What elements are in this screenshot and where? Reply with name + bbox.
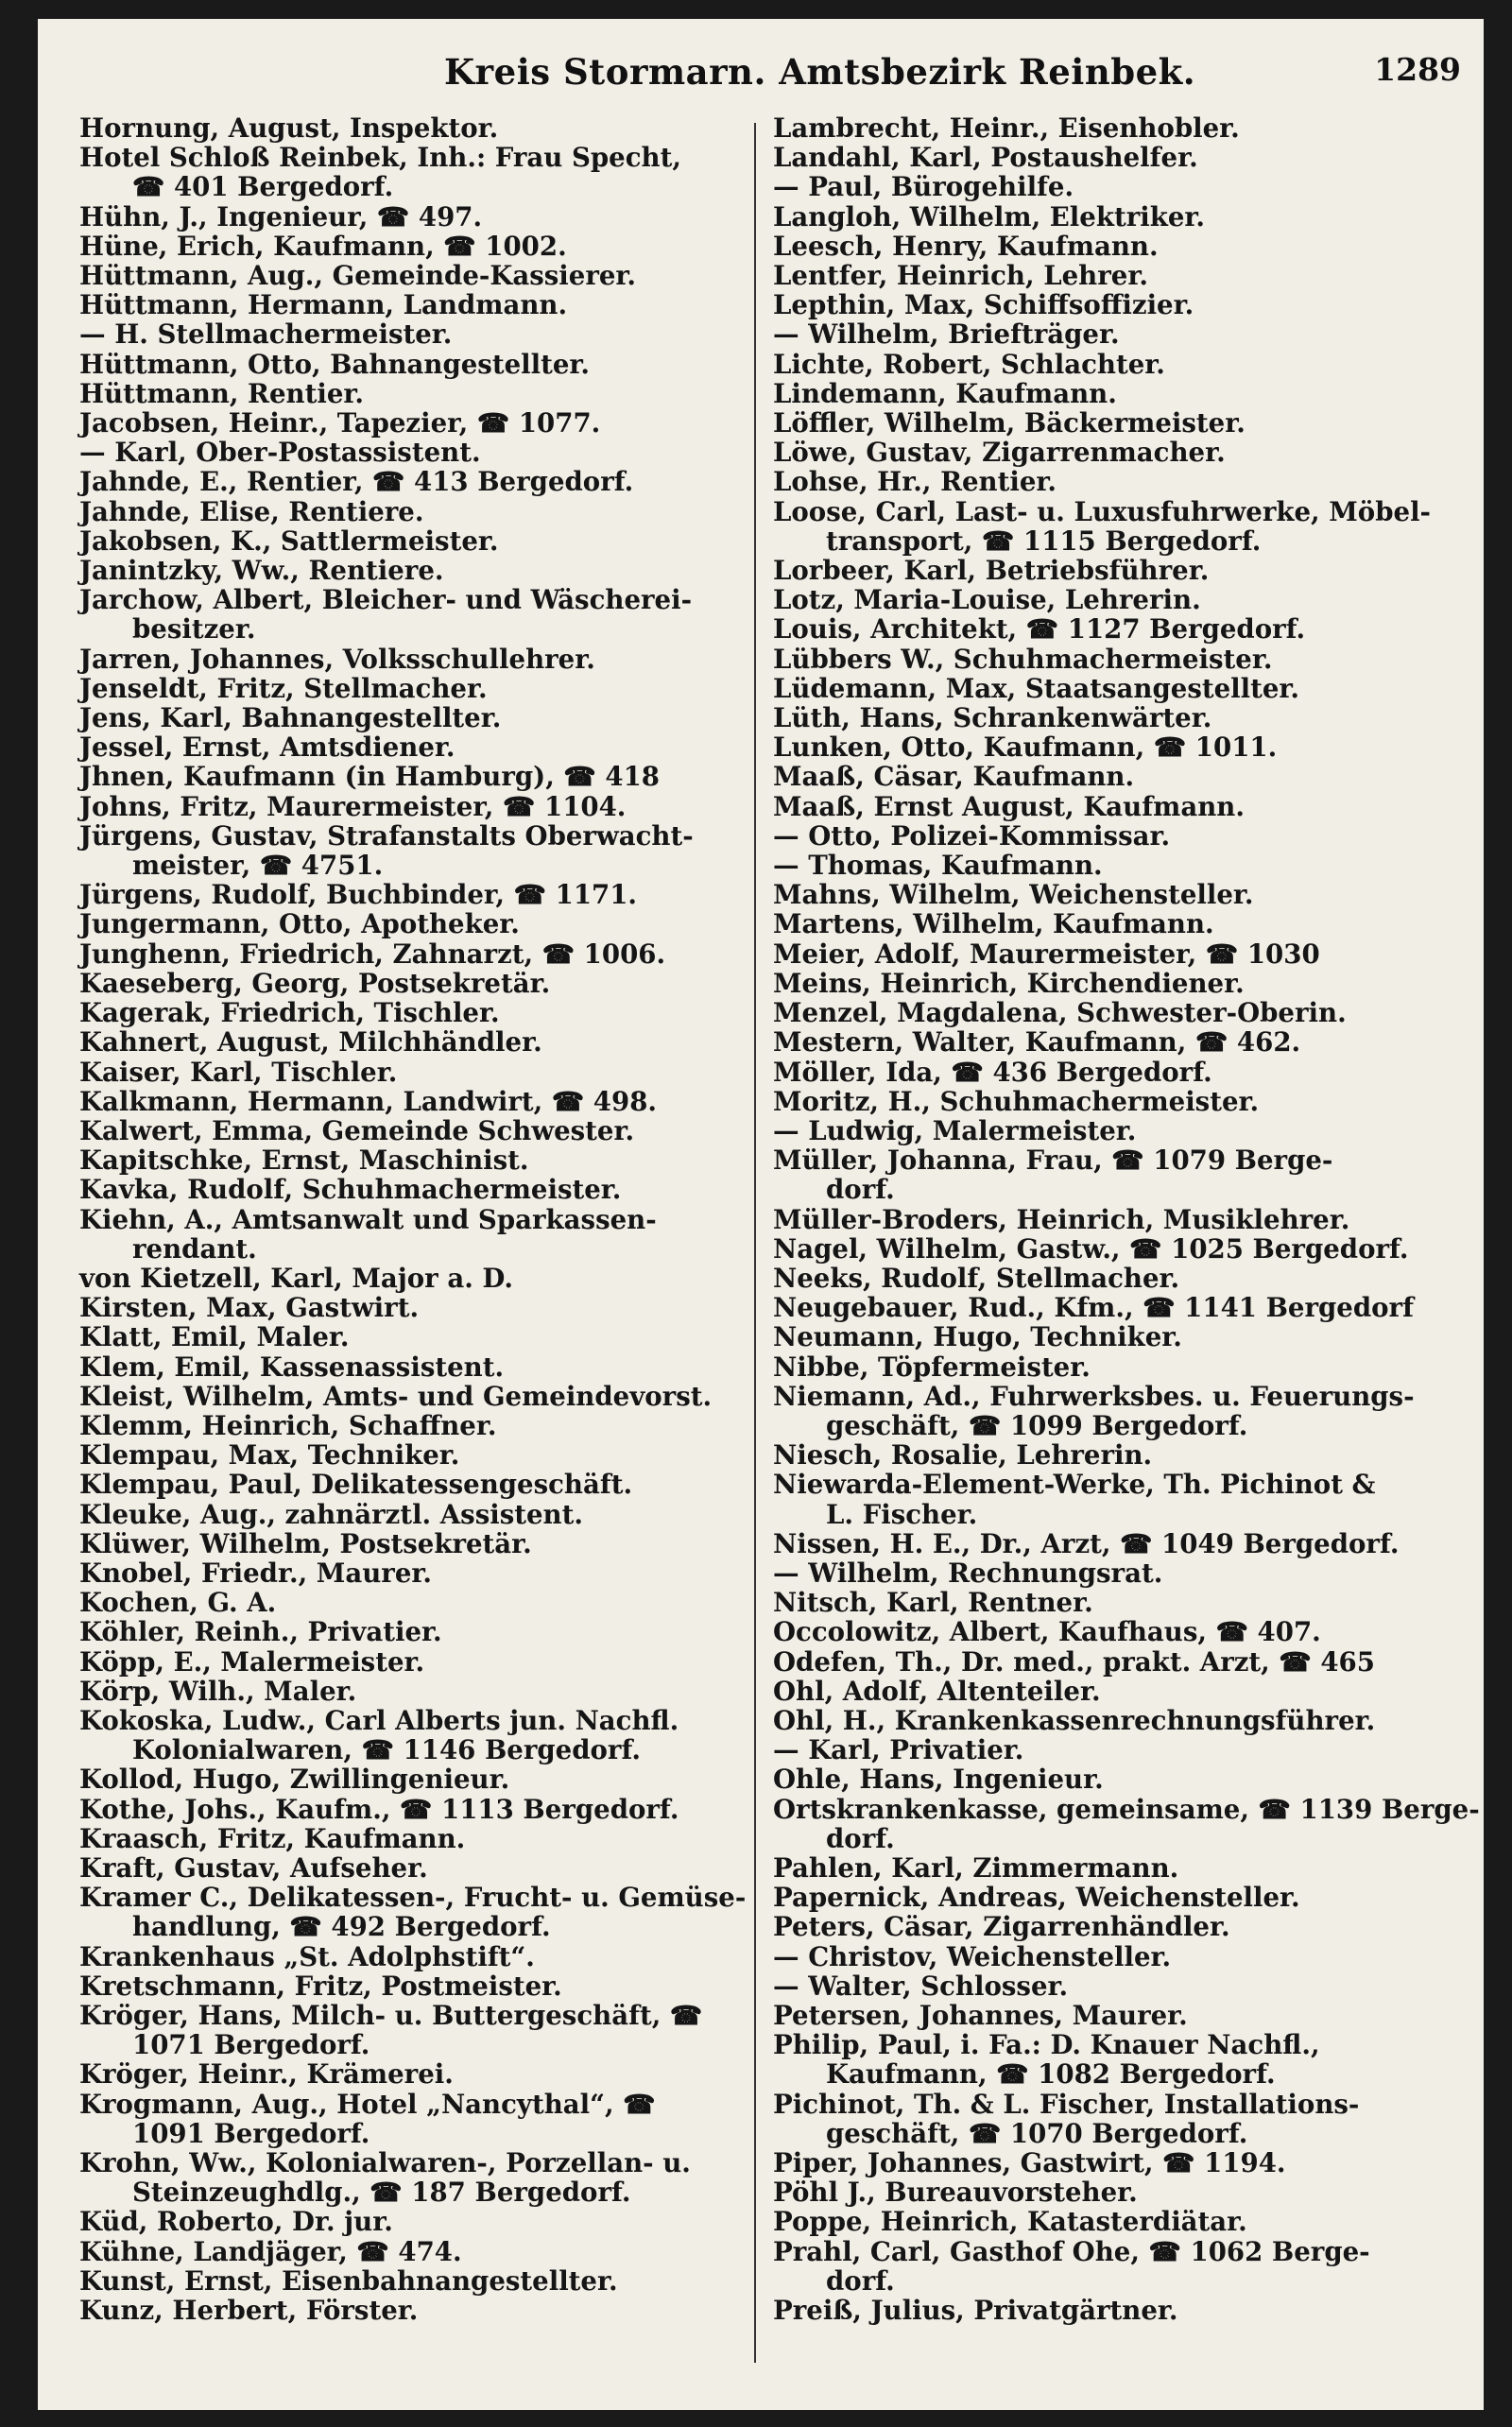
entry-line: Petersen, Johannes, Maurer. bbox=[773, 2000, 1188, 2031]
entry-line: Pöhl J., Bureauvorsteher. bbox=[773, 2177, 1138, 2209]
directory-entry bbox=[79, 909, 760, 938]
directory-entry bbox=[773, 762, 1453, 791]
entry-continuation-line: meister, ☎ 4751. bbox=[132, 850, 384, 882]
entry-line: Meins, Heinrich, Kirchendiener. bbox=[773, 967, 1245, 999]
entry-line: Meier, Adolf, Maurermeister, ☎ 1030 bbox=[773, 938, 1320, 970]
entry-continuation-line: L. Fischer. bbox=[826, 1498, 978, 1530]
entry-line: Kothe, Johs., Kaufm., ☎ 1113 Bergedorf. bbox=[79, 1793, 679, 1825]
directory-entry bbox=[79, 2090, 760, 2148]
entry-line: Jacobsen, Heinr., Tapezier, ☎ 1077. bbox=[79, 407, 601, 439]
entry-line: Jahnde, E., Rentier, ☎ 413 Bergedorf. bbox=[79, 466, 634, 498]
directory-entry bbox=[773, 732, 1453, 762]
directory-entry bbox=[773, 1883, 1453, 1912]
entry-line: Köhler, Reinh., Privatier. bbox=[79, 1616, 442, 1648]
directory-entry bbox=[79, 202, 760, 232]
directory-entry bbox=[79, 350, 760, 379]
directory-entry bbox=[773, 350, 1453, 379]
directory-entry bbox=[773, 1264, 1453, 1293]
entry-line: Kröger, Heinr., Krämerei. bbox=[79, 2058, 454, 2091]
entry-line: Nagel, Wilhelm, Gastw., ☎ 1025 Bergedorf. bbox=[773, 1232, 1409, 1265]
entry-line: Knobel, Friedr., Maurer. bbox=[79, 1557, 432, 1589]
entry-line: Kleuke, Aug., zahnärztl. Assistent. bbox=[79, 1498, 583, 1530]
directory-entry bbox=[773, 1027, 1453, 1057]
entry-line: Kleist, Wilhelm, Amts- und Gemeindevorst. bbox=[79, 1380, 713, 1412]
entry-line: Neumann, Hugo, Techniker. bbox=[773, 1321, 1182, 1353]
directory-entry bbox=[773, 1470, 1453, 1528]
directory-entry bbox=[773, 1706, 1453, 1735]
page-header bbox=[38, 51, 1484, 104]
entry-line: Hüttmann, Otto, Bahnangestellter. bbox=[79, 348, 591, 380]
directory-entry bbox=[79, 1706, 760, 1764]
entry-line: Kavka, Rudolf, Schuhmachermeister. bbox=[79, 1174, 622, 1206]
entry-continuation-line: 1071 Bergedorf. bbox=[132, 2029, 370, 2061]
directory-entry bbox=[79, 821, 760, 880]
entry-line: Niesch, Rosalie, Lehrerin. bbox=[773, 1439, 1153, 1472]
directory-entry bbox=[79, 2207, 760, 2236]
entry-line: Klatt, Emil, Maler. bbox=[79, 1321, 350, 1353]
entry-line: Jhnen, Kaufmann (in Hamburg), ☎ 418 bbox=[79, 761, 661, 793]
directory-entry bbox=[773, 1116, 1453, 1145]
directory-entry bbox=[773, 821, 1453, 851]
directory-entry bbox=[79, 1145, 760, 1175]
entry-continuation-line: Kaufmann, ☎ 1082 Bergedorf. bbox=[826, 2058, 1276, 2091]
entry-line: Maaß, Cäsar, Kaufmann. bbox=[773, 761, 1135, 793]
directory-entry bbox=[79, 939, 760, 969]
entry-line: — Wilhelm, Rechnungsrat. bbox=[773, 1557, 1163, 1589]
entry-line: Niemann, Ad., Fuhrwerksbes. u. Feuerungs- bbox=[773, 1380, 1415, 1412]
entry-line: Ohl, Adolf, Altenteiler. bbox=[773, 1675, 1101, 1707]
directory-entry bbox=[773, 232, 1453, 261]
entry-line: — Karl, Privatier. bbox=[773, 1734, 1024, 1766]
directory-entry bbox=[79, 703, 760, 732]
directory-entry bbox=[773, 172, 1453, 201]
entry-continuation-line: besitzer. bbox=[132, 613, 256, 645]
directory-entry bbox=[773, 969, 1453, 998]
directory-page bbox=[38, 19, 1484, 2410]
entry-line: Küd, Roberto, Dr. jur. bbox=[79, 2206, 393, 2238]
directory-entry bbox=[773, 1677, 1453, 1706]
directory-entry bbox=[79, 1382, 760, 1411]
entry-line: Ohle, Hans, Ingenieur. bbox=[773, 1764, 1104, 1796]
directory-entry bbox=[79, 379, 760, 408]
entry-line: Kahnert, August, Milchhändler. bbox=[79, 1026, 542, 1059]
entry-line: Jens, Karl, Bahnangestellter. bbox=[79, 702, 502, 734]
directory-entry bbox=[773, 1942, 1453, 1971]
directory-entry bbox=[79, 2059, 760, 2089]
entry-line: Lotz, Maria-Louise, Lehrerin. bbox=[773, 584, 1201, 616]
entry-line: Müller-Broders, Heinrich, Musiklehrer. bbox=[773, 1203, 1350, 1235]
entry-line: — Paul, Bürogehilfe. bbox=[773, 171, 1074, 203]
entry-continuation-line: geschäft, ☎ 1099 Bergedorf. bbox=[826, 1409, 1248, 1441]
entry-line: Köpp, E., Malermeister. bbox=[79, 1645, 425, 1678]
entry-line: Löwe, Gustav, Zigarrenmacher. bbox=[773, 437, 1226, 469]
entry-line: Hüne, Erich, Kaufmann, ☎ 1002. bbox=[79, 230, 567, 262]
entry-line: Johns, Fritz, Maurermeister, ☎ 1104. bbox=[79, 790, 627, 822]
entry-line: Kokoska, Ludw., Carl Alberts jun. Nachfl. bbox=[79, 1704, 679, 1736]
directory-entry bbox=[773, 939, 1453, 969]
entry-line: Klemm, Heinrich, Schaffner. bbox=[79, 1409, 497, 1441]
entry-continuation-line: handlung, ☎ 492 Bergedorf. bbox=[132, 1911, 551, 1943]
entry-line: Klempau, Max, Techniker. bbox=[79, 1439, 460, 1472]
directory-entry bbox=[79, 1440, 760, 1470]
directory-entry bbox=[79, 526, 760, 556]
directory-entry bbox=[79, 1647, 760, 1677]
entry-line: Philip, Paul, i. Fa.: D. Knauer Nachfl., bbox=[773, 2029, 1320, 2061]
right-column bbox=[773, 112, 1480, 2327]
directory-entry bbox=[79, 792, 760, 821]
entry-line: Lepthin, Max, Schiffsoffizier. bbox=[773, 289, 1194, 321]
page-number: 1289 bbox=[1374, 51, 1461, 88]
directory-entry bbox=[773, 880, 1453, 909]
entry-line: Jürgens, Rudolf, Buchbinder, ☎ 1171. bbox=[79, 879, 638, 911]
directory-entry bbox=[773, 2090, 1453, 2148]
directory-entry bbox=[773, 1352, 1453, 1382]
directory-entry bbox=[773, 1234, 1453, 1264]
directory-entry bbox=[79, 2266, 760, 2296]
directory-entry bbox=[773, 143, 1453, 172]
entry-line: Jarren, Johannes, Volksschullehrer. bbox=[79, 643, 595, 675]
directory-entry bbox=[773, 261, 1453, 290]
directory-entry bbox=[79, 585, 760, 644]
entry-continuation-line: rendant. bbox=[132, 1232, 257, 1265]
directory-entry bbox=[79, 1764, 760, 1794]
entry-line: Lichte, Robert, Schlachter. bbox=[773, 348, 1165, 380]
entry-line: Kirsten, Max, Gastwirt. bbox=[79, 1292, 420, 1324]
entry-line: Lohse, Hr., Rentier. bbox=[773, 466, 1057, 498]
directory-entry bbox=[773, 497, 1453, 556]
directory-entry bbox=[79, 674, 760, 703]
entry-line: Klüwer, Wilhelm, Postsekretär. bbox=[79, 1527, 532, 1559]
directory-entry bbox=[79, 319, 760, 349]
entry-line: Kaeseberg, Georg, Postsekretär. bbox=[79, 967, 551, 999]
entry-line: Ortskrankenkasse, gemeinsame, ☎ 1139 Berge- bbox=[773, 1793, 1480, 1825]
entry-line: Klem, Emil, Kassenassistent. bbox=[79, 1351, 505, 1383]
directory-entry bbox=[773, 909, 1453, 938]
directory-entry bbox=[773, 556, 1453, 585]
entry-line: Jahnde, Elise, Rentiere. bbox=[79, 495, 424, 527]
entry-line: Hotel Schloß Reinbek, Inh.: Frau Specht, bbox=[79, 142, 681, 174]
directory-entry bbox=[79, 1971, 760, 2001]
directory-entry bbox=[773, 1087, 1453, 1116]
directory-entry bbox=[773, 467, 1453, 496]
entry-continuation-line: Kolonialwaren, ☎ 1146 Bergedorf. bbox=[132, 1734, 641, 1766]
directory-entry bbox=[79, 556, 760, 585]
entry-line: Müller, Johanna, Frau, ☎ 1079 Berge- bbox=[773, 1145, 1333, 1177]
entry-line: — Wilhelm, Briefträger. bbox=[773, 318, 1120, 351]
directory-entry bbox=[773, 1912, 1453, 1941]
entry-line: Neugebauer, Rud., Kfm., ☎ 1141 Bergedorf bbox=[773, 1292, 1414, 1324]
directory-entry bbox=[773, 792, 1453, 821]
directory-entry bbox=[773, 1588, 1453, 1617]
entry-continuation-line: ☎ 401 Bergedorf. bbox=[132, 171, 394, 203]
running-head: Kreis Stormarn. Amtsbezirk Reinbek. bbox=[444, 51, 1196, 93]
directory-entry bbox=[773, 113, 1453, 143]
entry-continuation-line: geschäft, ☎ 1070 Bergedorf. bbox=[826, 2117, 1248, 2149]
directory-entry bbox=[79, 1795, 760, 1824]
directory-entry bbox=[773, 438, 1453, 467]
directory-entry bbox=[79, 1883, 760, 1941]
directory-entry bbox=[79, 880, 760, 909]
directory-entry bbox=[79, 2237, 760, 2266]
directory-entry bbox=[79, 762, 760, 791]
entry-line: Kraasch, Fritz, Kaufmann. bbox=[79, 1822, 466, 1854]
directory-entry bbox=[773, 1440, 1453, 1470]
entry-line: Kretschmann, Fritz, Postmeister. bbox=[79, 1970, 562, 2002]
directory-entry bbox=[79, 2296, 760, 2325]
entry-line: Pichinot, Th. & L. Fischer, Installations- bbox=[773, 2088, 1360, 2120]
entry-line: Landahl, Karl, Postaushelfer. bbox=[773, 142, 1198, 174]
entry-line: Lunken, Otto, Kaufmann, ☎ 1011. bbox=[773, 732, 1278, 764]
entry-line: Kollod, Hugo, Zwillingenieur. bbox=[79, 1764, 510, 1796]
entry-line: Kramer C., Delikatessen-, Frucht- u. Gemüse- bbox=[79, 1882, 747, 1914]
entry-line: Jessel, Ernst, Amtsdiener. bbox=[79, 732, 455, 764]
entry-line: Hüttmann, Rentier. bbox=[79, 377, 364, 409]
directory-entry bbox=[773, 1971, 1453, 2001]
directory-entry bbox=[773, 319, 1453, 349]
entry-line: Maaß, Ernst August, Kaufmann. bbox=[773, 790, 1245, 822]
directory-entry bbox=[773, 1735, 1453, 1764]
entry-line: Piper, Johannes, Gastwirt, ☎ 1194. bbox=[773, 2147, 1286, 2179]
entry-line: Kapitschke, Ernst, Maschinist. bbox=[79, 1145, 529, 1177]
entry-line: Hornung, August, Inspektor. bbox=[79, 112, 499, 144]
directory-entry bbox=[79, 1529, 760, 1558]
entry-line: — Christov, Weichensteller. bbox=[773, 1940, 1172, 1972]
directory-entry bbox=[79, 969, 760, 998]
entry-line: Niewarda-Element-Werke, Th. Pichinot & bbox=[773, 1469, 1376, 1501]
entry-line: Occolowitz, Albert, Kaufhaus, ☎ 407. bbox=[773, 1616, 1321, 1648]
directory-entry bbox=[79, 1205, 760, 1264]
entry-line: Jenseldt, Fritz, Stellmacher. bbox=[79, 672, 488, 704]
entry-line: Kunz, Herbert, Förster. bbox=[79, 2295, 419, 2327]
directory-entry bbox=[79, 2148, 760, 2207]
directory-entry bbox=[773, 1647, 1453, 1677]
entry-line: Kraft, Gustav, Aufseher. bbox=[79, 1851, 428, 1884]
directory-entry bbox=[773, 1058, 1453, 1087]
directory-entry bbox=[79, 645, 760, 674]
directory-entry bbox=[773, 1205, 1453, 1234]
entry-line: Nibbe, Töpfermeister. bbox=[773, 1351, 1091, 1383]
entry-line: Körp, Wilh., Maler. bbox=[79, 1675, 357, 1707]
directory-entry bbox=[773, 1322, 1453, 1351]
entry-line: Langloh, Wilhelm, Elektriker. bbox=[773, 200, 1206, 232]
entry-line: Lentfer, Heinrich, Lehrer. bbox=[773, 260, 1148, 292]
directory-entry bbox=[773, 674, 1453, 703]
entry-line: Nissen, H. E., Dr., Arzt, ☎ 1049 Bergedorf. bbox=[773, 1527, 1400, 1559]
directory-entry bbox=[773, 2296, 1453, 2325]
directory-entry bbox=[79, 497, 760, 526]
entry-line: Ohl, H., Krankenkassenrechnungsführer. bbox=[773, 1704, 1376, 1736]
directory-entry bbox=[773, 2001, 1453, 2030]
entry-line: Loose, Carl, Last- u. Luxusfuhrwerke, Möbel- bbox=[773, 495, 1432, 527]
entry-line: Hühn, J., Ingenieur, ☎ 497. bbox=[79, 200, 483, 232]
directory-entry bbox=[773, 703, 1453, 732]
directory-entry bbox=[773, 202, 1453, 232]
directory-entry bbox=[79, 1411, 760, 1440]
directory-entry bbox=[79, 1470, 760, 1499]
entry-continuation-line: dorf. bbox=[826, 1822, 895, 1854]
entry-line: von Kietzell, Karl, Major a. D. bbox=[79, 1262, 513, 1294]
directory-entry bbox=[773, 2207, 1453, 2236]
entry-continuation-line: dorf. bbox=[826, 1174, 895, 1206]
entry-line: Hüttmann, Aug., Gemeinde-Kassierer. bbox=[79, 260, 637, 292]
directory-entry bbox=[79, 1116, 760, 1145]
directory-entry bbox=[79, 1293, 760, 1322]
directory-entry bbox=[79, 2001, 760, 2059]
directory-entry bbox=[773, 614, 1453, 644]
entry-line: Louis, Architekt, ☎ 1127 Bergedorf. bbox=[773, 613, 1306, 645]
entry-line: — Otto, Polizei-Kommissar. bbox=[773, 819, 1171, 852]
entry-line: Kalkmann, Hermann, Landwirt, ☎ 498. bbox=[79, 1085, 658, 1117]
directory-entry bbox=[79, 261, 760, 290]
directory-entry bbox=[773, 1382, 1453, 1440]
directory-entry bbox=[773, 2177, 1453, 2207]
entry-line: — Karl, Ober-Postassistent. bbox=[79, 437, 481, 469]
directory-entry bbox=[79, 408, 760, 438]
directory-entry bbox=[79, 1677, 760, 1706]
entry-line: Kalwert, Emma, Gemeinde Schwester. bbox=[79, 1114, 635, 1146]
entry-line: Lüth, Hans, Schrankenwärter. bbox=[773, 702, 1212, 734]
entry-line: Lambrecht, Heinr., Eisenhobler. bbox=[773, 112, 1240, 144]
entry-line: — H. Stellmachermeister. bbox=[79, 318, 453, 351]
directory-entry bbox=[79, 1942, 760, 1971]
directory-entry bbox=[79, 143, 760, 201]
directory-entry bbox=[79, 1027, 760, 1057]
entry-line: Mahns, Wilhelm, Weichensteller. bbox=[773, 879, 1254, 911]
entry-line: Krankenhaus „St. Adolphstift“. bbox=[79, 1940, 535, 1972]
entry-line: Kagerak, Friedrich, Tischler. bbox=[79, 997, 500, 1029]
directory-entry bbox=[79, 1558, 760, 1588]
directory-entry bbox=[773, 1617, 1453, 1646]
entry-line: Lindemann, Kaufmann. bbox=[773, 377, 1117, 409]
entry-line: Lorbeer, Karl, Betriebsführer. bbox=[773, 555, 1210, 587]
entry-line: Lübbers W., Schuhmachermeister. bbox=[773, 643, 1273, 675]
entry-line: — Walter, Schlosser. bbox=[773, 1970, 1069, 2002]
entry-line: Menzel, Magdalena, Schwester-Oberin. bbox=[773, 997, 1347, 1029]
entry-line: Hüttmann, Hermann, Landmann. bbox=[79, 289, 568, 321]
entry-line: Prahl, Carl, Gasthof Ohe, ☎ 1062 Berge- bbox=[773, 2235, 1370, 2267]
directory-entry bbox=[79, 732, 760, 762]
directory-entry bbox=[773, 1558, 1453, 1588]
entry-continuation-line: dorf. bbox=[826, 2264, 895, 2297]
directory-entry bbox=[773, 290, 1453, 319]
entry-continuation-line: transport, ☎ 1115 Bergedorf. bbox=[826, 525, 1262, 557]
entry-line: Klempau, Paul, Delikatessengeschäft. bbox=[79, 1469, 633, 1501]
entry-line: Jungermann, Otto, Apotheker. bbox=[79, 908, 520, 940]
directory-entry bbox=[773, 2237, 1453, 2296]
entry-line: Jürgens, Gustav, Strafanstalts Oberwacht- bbox=[79, 819, 694, 852]
directory-entry bbox=[79, 1352, 760, 1382]
directory-entry bbox=[773, 408, 1453, 438]
directory-entry bbox=[79, 1058, 760, 1087]
directory-entry bbox=[79, 1617, 760, 1646]
directory-entry bbox=[773, 1293, 1453, 1322]
directory-entry bbox=[773, 2030, 1453, 2089]
directory-entry bbox=[773, 1529, 1453, 1558]
entry-line: Martens, Wilhelm, Kaufmann. bbox=[773, 908, 1214, 940]
directory-entry bbox=[79, 1264, 760, 1293]
entry-line: Junghenn, Friedrich, Zahnarzt, ☎ 1006. bbox=[79, 938, 666, 970]
entry-line: Mestern, Walter, Kaufmann, ☎ 462. bbox=[773, 1026, 1301, 1059]
entry-line: Moritz, H., Schuhmachermeister. bbox=[773, 1085, 1260, 1117]
entry-line: — Ludwig, Malermeister. bbox=[773, 1114, 1137, 1146]
directory-entry bbox=[773, 585, 1453, 614]
directory-entry bbox=[79, 232, 760, 261]
entry-line: Kunst, Ernst, Eisenbahnangestellter. bbox=[79, 2264, 618, 2297]
entry-line: Kiehn, A., Amtsanwalt und Sparkassen- bbox=[79, 1203, 657, 1235]
entry-continuation-line: 1091 Bergedorf. bbox=[132, 2117, 370, 2149]
entry-line: Poppe, Heinrich, Katasterdiätar. bbox=[773, 2206, 1247, 2238]
entry-line: Jakobsen, K., Sattlermeister. bbox=[79, 525, 499, 557]
entry-line: Lüdemann, Max, Staatsangestellter. bbox=[773, 672, 1300, 704]
entry-line: Preiß, Julius, Privatgärtner. bbox=[773, 2295, 1178, 2327]
directory-entry bbox=[79, 1853, 760, 1883]
entry-line: Löffler, Wilhelm, Bäckermeister. bbox=[773, 407, 1246, 439]
entry-line: Krogmann, Aug., Hotel „Nancythal“, ☎ bbox=[79, 2088, 656, 2120]
entry-line: — Thomas, Kaufmann. bbox=[773, 850, 1103, 882]
directory-entry bbox=[79, 1824, 760, 1853]
entry-line: Leesch, Henry, Kaufmann. bbox=[773, 230, 1159, 262]
entry-line: Pahlen, Karl, Zimmermann. bbox=[773, 1851, 1179, 1884]
directory-entry bbox=[79, 1500, 760, 1529]
directory-entry bbox=[773, 379, 1453, 408]
entry-line: Odefen, Th., Dr. med., prakt. Arzt, ☎ 465 bbox=[773, 1645, 1375, 1678]
directory-entry bbox=[79, 1175, 760, 1204]
directory-entry bbox=[79, 1322, 760, 1351]
entry-line: Kröger, Hans, Milch- u. Buttergeschäft, ☎ bbox=[79, 2000, 703, 2031]
directory-entry bbox=[773, 1764, 1453, 1794]
directory-entry bbox=[773, 1793, 1480, 1854]
directory-entry bbox=[79, 998, 760, 1027]
entry-line: Neeks, Rudolf, Stellmacher. bbox=[773, 1262, 1180, 1294]
directory-entry bbox=[773, 645, 1453, 674]
directory-entry bbox=[773, 851, 1453, 880]
entry-line: Kühne, Landjäger, ☎ 474. bbox=[79, 2235, 462, 2267]
left-column bbox=[79, 113, 760, 2325]
entry-continuation-line: Steinzeughdlg., ☎ 187 Bergedorf. bbox=[132, 2177, 631, 2209]
directory-entry bbox=[773, 998, 1453, 1027]
directory-entry bbox=[773, 1145, 1453, 1204]
entry-line: Möller, Ida, ☎ 436 Bergedorf. bbox=[773, 1056, 1212, 1088]
directory-entry bbox=[773, 1853, 1453, 1883]
directory-entry bbox=[79, 1588, 760, 1617]
directory-entry bbox=[79, 113, 760, 143]
entry-line: Peters, Cäsar, Zigarrenhändler. bbox=[773, 1911, 1230, 1943]
entry-line: Krohn, Ww., Kolonialwaren-, Porzellan- u. bbox=[79, 2147, 691, 2179]
column-divider bbox=[754, 123, 756, 2363]
entry-line: Papernick, Andreas, Weichensteller. bbox=[773, 1882, 1300, 1914]
directory-entry bbox=[79, 1087, 760, 1116]
entry-line: Kochen, G. A. bbox=[79, 1587, 277, 1619]
directory-entry bbox=[773, 2148, 1453, 2177]
directory-entry bbox=[79, 290, 760, 319]
entry-line: Kaiser, Karl, Tischler. bbox=[79, 1056, 398, 1088]
entry-line: Janintzky, Ww., Rentiere. bbox=[79, 555, 444, 587]
entry-line: Nitsch, Karl, Rentner. bbox=[773, 1587, 1093, 1619]
directory-entry bbox=[79, 467, 760, 496]
entry-line: Jarchow, Albert, Bleicher- und Wäscherei- bbox=[79, 584, 693, 616]
directory-entry bbox=[79, 438, 760, 467]
